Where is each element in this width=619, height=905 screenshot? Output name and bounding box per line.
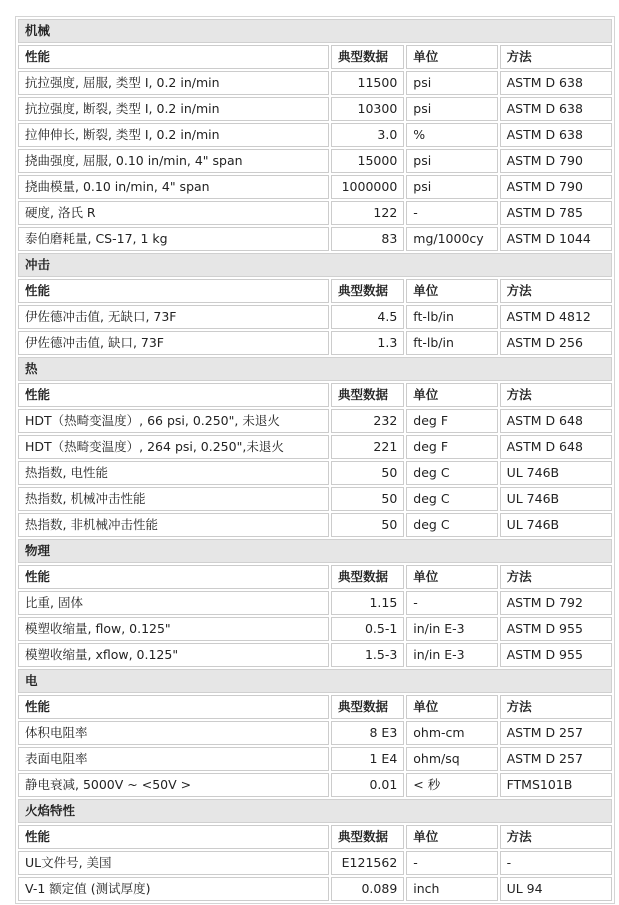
column-header-row [18, 45, 612, 69]
unit-cell: ft-lb/in [406, 331, 497, 355]
typical-value-cell: 1.15 [331, 591, 404, 615]
property-cell: 表面电阻率 [18, 747, 329, 771]
property-cell: 静电衰减, 5000V ~ <50V > [18, 773, 329, 797]
column-header-method: 方法 [500, 279, 612, 303]
column-header-method: 方法 [500, 383, 612, 407]
unit-cell: deg C [406, 513, 497, 537]
section-title-row [18, 799, 612, 823]
property-cell: 热指数, 机械冲击性能 [18, 487, 329, 511]
property-cell: 挠曲模量, 0.10 in/min, 4" span [18, 175, 329, 199]
unit-cell: deg F [406, 409, 497, 433]
table-row [18, 123, 612, 147]
method-cell: UL 746B [500, 513, 612, 537]
table-row [18, 149, 612, 173]
section-title: 物理 [18, 539, 612, 563]
table-row [18, 461, 612, 485]
typical-value-cell: 1.3 [331, 331, 404, 355]
column-header-method: 方法 [500, 695, 612, 719]
method-cell: UL 746B [500, 487, 612, 511]
column-header-property: 性能 [18, 825, 329, 849]
section-title-row [18, 253, 612, 277]
table-row [18, 305, 612, 329]
table-row [18, 71, 612, 95]
method-cell: ASTM D 648 [500, 435, 612, 459]
column-header-unit: 单位 [406, 279, 497, 303]
method-cell: FTMS101B [500, 773, 612, 797]
property-cell: 比重, 固体 [18, 591, 329, 615]
typical-value-cell: 83 [331, 227, 404, 251]
unit-cell: < 秒 [406, 773, 497, 797]
unit-cell: inch [406, 877, 497, 901]
column-header-typical-value: 典型数据 [331, 565, 404, 589]
method-cell: ASTM D 790 [500, 175, 612, 199]
table-row [18, 487, 612, 511]
typical-value-cell: 8 E3 [331, 721, 404, 745]
column-header-unit: 单位 [406, 695, 497, 719]
property-cell: 体积电阻率 [18, 721, 329, 745]
table-row [18, 721, 612, 745]
method-cell: ASTM D 1044 [500, 227, 612, 251]
property-cell: 伊佐德冲击值, 缺口, 73F [18, 331, 329, 355]
typical-value-cell: 50 [331, 513, 404, 537]
property-cell: 伊佐德冲击值, 无缺口, 73F [18, 305, 329, 329]
property-cell: UL文件号, 美国 [18, 851, 329, 875]
method-cell: ASTM D 257 [500, 747, 612, 771]
method-cell: ASTM D 785 [500, 201, 612, 225]
column-header-typical-value: 典型数据 [331, 825, 404, 849]
unit-cell: in/in E-3 [406, 617, 497, 641]
property-cell: V-1 额定值 (测试厚度) [18, 877, 329, 901]
column-header-row [18, 383, 612, 407]
properties-table [15, 16, 615, 904]
column-header-property: 性能 [18, 383, 329, 407]
unit-cell: ohm/sq [406, 747, 497, 771]
unit-cell: mg/1000cy [406, 227, 497, 251]
property-cell: 挠曲强度, 屈服, 0.10 in/min, 4" span [18, 149, 329, 173]
column-header-property: 性能 [18, 279, 329, 303]
unit-cell: psi [406, 71, 497, 95]
column-header-typical-value: 典型数据 [331, 383, 404, 407]
property-cell: 拉伸伸长, 断裂, 类型 I, 0.2 in/min [18, 123, 329, 147]
table-row [18, 97, 612, 121]
method-cell: UL 94 [500, 877, 612, 901]
column-header-typical-value: 典型数据 [331, 695, 404, 719]
typical-value-cell: 0.5-1 [331, 617, 404, 641]
unit-cell: deg F [406, 435, 497, 459]
unit-cell: - [406, 201, 497, 225]
method-cell: UL 746B [500, 461, 612, 485]
unit-cell: - [406, 851, 497, 875]
table-row [18, 591, 612, 615]
method-cell: ASTM D 638 [500, 71, 612, 95]
unit-cell: ft-lb/in [406, 305, 497, 329]
property-cell: 抗拉强度, 屈服, 类型 I, 0.2 in/min [18, 71, 329, 95]
column-header-unit: 单位 [406, 45, 497, 69]
section-title: 热 [18, 357, 612, 381]
property-cell: 热指数, 非机械冲击性能 [18, 513, 329, 537]
table-row [18, 773, 612, 797]
section-title: 电 [18, 669, 612, 693]
table-row [18, 643, 612, 667]
section-title-row [18, 539, 612, 563]
method-cell: ASTM D 257 [500, 721, 612, 745]
property-cell: 泰伯磨耗量, CS-17, 1 kg [18, 227, 329, 251]
column-header-unit: 单位 [406, 383, 497, 407]
unit-cell: deg C [406, 487, 497, 511]
section-title-row [18, 669, 612, 693]
unit-cell: psi [406, 149, 497, 173]
table-row [18, 851, 612, 875]
method-cell: ASTM D 648 [500, 409, 612, 433]
method-cell: ASTM D 4812 [500, 305, 612, 329]
property-cell: 硬度, 洛氏 R [18, 201, 329, 225]
column-header-property: 性能 [18, 45, 329, 69]
typical-value-cell: 3.0 [331, 123, 404, 147]
typical-value-cell: 0.01 [331, 773, 404, 797]
column-header-typical-value: 典型数据 [331, 45, 404, 69]
property-cell: HDT（热畸变温度）, 66 psi, 0.250", 未退火 [18, 409, 329, 433]
section-title-row [18, 357, 612, 381]
method-cell: ASTM D 256 [500, 331, 612, 355]
typical-value-cell: 15000 [331, 149, 404, 173]
table-row [18, 747, 612, 771]
property-cell: 抗拉强度, 断裂, 类型 I, 0.2 in/min [18, 97, 329, 121]
table-row [18, 435, 612, 459]
unit-cell: ohm-cm [406, 721, 497, 745]
typical-value-cell: 0.089 [331, 877, 404, 901]
unit-cell: psi [406, 175, 497, 199]
section-title: 冲击 [18, 253, 612, 277]
column-header-property: 性能 [18, 695, 329, 719]
method-cell: - [500, 851, 612, 875]
typical-value-cell: 10300 [331, 97, 404, 121]
method-cell: ASTM D 790 [500, 149, 612, 173]
table-row [18, 331, 612, 355]
typical-value-cell: 122 [331, 201, 404, 225]
typical-value-cell: E121562 [331, 851, 404, 875]
method-cell: ASTM D 638 [500, 123, 612, 147]
section-title: 火焰特性 [18, 799, 612, 823]
method-cell: ASTM D 955 [500, 643, 612, 667]
column-header-row [18, 565, 612, 589]
property-cell: 模塑收缩量, flow, 0.125" [18, 617, 329, 641]
table-row [18, 175, 612, 199]
column-header-method: 方法 [500, 825, 612, 849]
typical-value-cell: 221 [331, 435, 404, 459]
section-title-row [18, 19, 612, 43]
column-header-method: 方法 [500, 45, 612, 69]
unit-cell: psi [406, 97, 497, 121]
typical-value-cell: 4.5 [331, 305, 404, 329]
section-title: 机械 [18, 19, 612, 43]
typical-value-cell: 1 E4 [331, 747, 404, 771]
unit-cell: in/in E-3 [406, 643, 497, 667]
unit-cell: deg C [406, 461, 497, 485]
method-cell: ASTM D 792 [500, 591, 612, 615]
property-cell: HDT（热畸变温度）, 264 psi, 0.250",未退火 [18, 435, 329, 459]
table-row [18, 409, 612, 433]
unit-cell: - [406, 591, 497, 615]
column-header-unit: 单位 [406, 825, 497, 849]
properties-table-container [15, 16, 615, 904]
unit-cell: % [406, 123, 497, 147]
column-header-row [18, 825, 612, 849]
properties-table-body [18, 19, 612, 901]
column-header-property: 性能 [18, 565, 329, 589]
typical-value-cell: 50 [331, 461, 404, 485]
property-cell: 模塑收缩量, xflow, 0.125" [18, 643, 329, 667]
typical-value-cell: 1.5-3 [331, 643, 404, 667]
column-header-row [18, 279, 612, 303]
typical-value-cell: 1000000 [331, 175, 404, 199]
table-row [18, 877, 612, 901]
property-cell: 热指数, 电性能 [18, 461, 329, 485]
method-cell: ASTM D 955 [500, 617, 612, 641]
column-header-unit: 单位 [406, 565, 497, 589]
table-row [18, 513, 612, 537]
column-header-typical-value: 典型数据 [331, 279, 404, 303]
column-header-method: 方法 [500, 565, 612, 589]
typical-value-cell: 50 [331, 487, 404, 511]
table-row [18, 227, 612, 251]
table-row [18, 617, 612, 641]
typical-value-cell: 11500 [331, 71, 404, 95]
column-header-row [18, 695, 612, 719]
typical-value-cell: 232 [331, 409, 404, 433]
table-row [18, 201, 612, 225]
method-cell: ASTM D 638 [500, 97, 612, 121]
